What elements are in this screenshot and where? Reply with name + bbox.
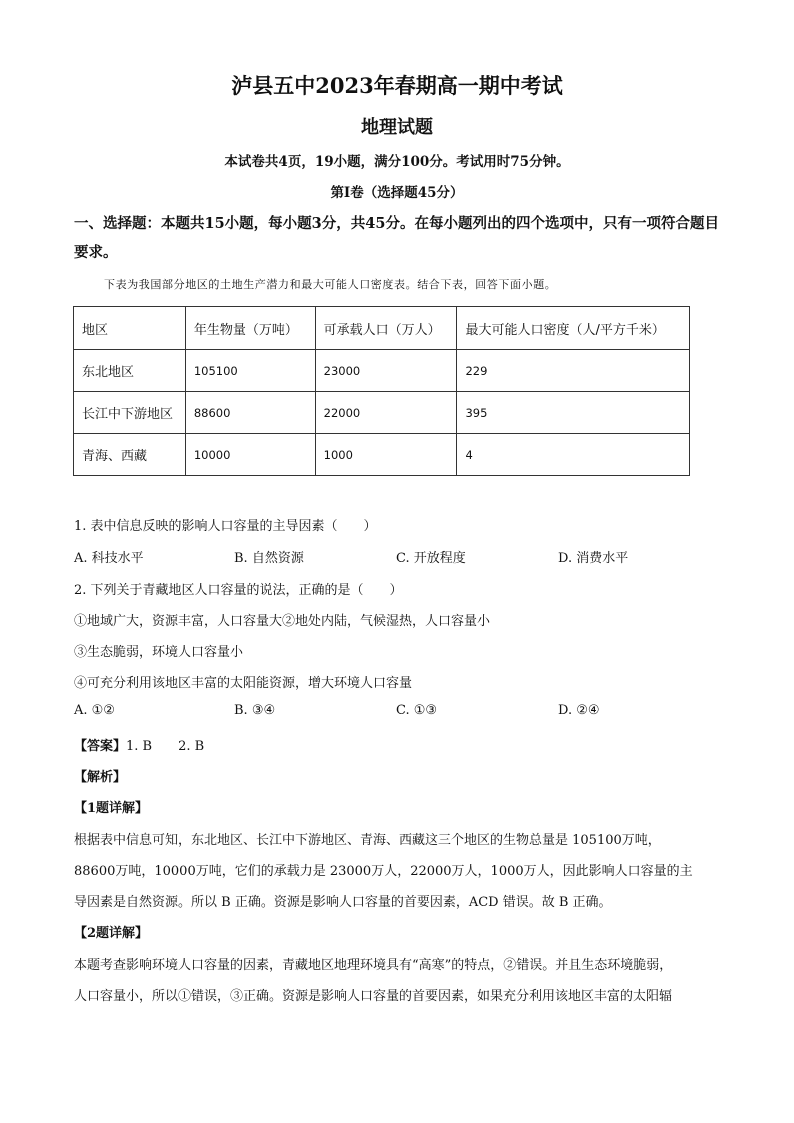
detail-2-label: 【2题详解】 xyxy=(74,926,149,941)
detail-1-line: 88600万吨，10000万吨，它们的承载力是 23000万人，22000万人，1000万人，因此影响人口容量的主 xyxy=(74,864,693,879)
answer-label: 【答案】 xyxy=(74,739,127,754)
table-header-cell: 年生物量（万吨） xyxy=(185,307,315,350)
table-row xyxy=(74,392,690,434)
q2-option-a[interactable]: A. ①② xyxy=(74,703,115,718)
data-table xyxy=(73,306,690,476)
detail-1-line: 导因素是自然资源。所以 B 正确。资源是影响人口容量的首要因素，ACD 错误。故 B 正确。 xyxy=(74,895,612,910)
detail-2-line: 人口容量小，所以①错误，③正确。资源是影响人口容量的首要因素，如果充分利用该地区丰富的太阳辐 xyxy=(74,989,673,1004)
table-cell: 东北地区 xyxy=(74,350,186,392)
answer-text: 1. B 2. B xyxy=(126,739,205,754)
table-cell: 青海、西藏 xyxy=(74,434,186,476)
table-cell: 105100 xyxy=(185,350,315,392)
table-header-cell: 最大可能人口密度（人/平方千米） xyxy=(457,307,690,350)
table-cell: 1000 xyxy=(315,434,457,476)
table-cell: 22000 xyxy=(315,392,457,434)
section-heading: 一、选择题：本题共15小题，每小题3分，共45分。在每小题列出的四个选项中，只有一项符合题目要求。 xyxy=(74,215,719,261)
table-cell: 长江中下游地区 xyxy=(74,392,186,434)
table-cell: 88600 xyxy=(185,392,315,434)
exam-info: 本试卷共4页，19小题，满分100分。考试用时75分钟。 xyxy=(224,154,570,170)
q1-option-c[interactable]: C. 开放程度 xyxy=(396,551,466,566)
q1-option-d[interactable]: D. 消费水平 xyxy=(558,551,629,566)
detail-1-label: 【1题详解】 xyxy=(74,801,149,816)
q2-statement: ③生态脆弱，环境人口容量小 xyxy=(74,645,244,660)
table-row xyxy=(74,350,690,392)
table-header-cell: 可承载人口（万人） xyxy=(315,307,457,350)
table-intro: 下表为我国部分地区的土地生产潜力和最大可能人口密度表。结合下表，回答下面小题。 xyxy=(104,278,557,291)
table-cell: 395 xyxy=(457,392,690,434)
question-2-stem: 2. 下列关于青藏地区人口容量的说法，正确的是（ ） xyxy=(74,583,403,598)
table-cell: 23000 xyxy=(315,350,457,392)
q2-statement: ①地域广大，资源丰富，人口容量大②地处内陆，气候湿热，人口容量小 xyxy=(74,614,491,629)
table-cell: 229 xyxy=(457,350,690,392)
table-cell: 10000 xyxy=(185,434,315,476)
table-row xyxy=(74,434,690,476)
answer-line xyxy=(74,735,204,754)
analysis-label: 【解析】 xyxy=(74,770,127,785)
q2-option-b[interactable]: B. ③④ xyxy=(234,703,276,718)
exam-title: 泸县五中2023年春期高一期中考试 xyxy=(231,73,563,98)
q1-option-b[interactable]: B. 自然资源 xyxy=(234,551,304,566)
q2-option-c[interactable]: C. ①③ xyxy=(396,703,438,718)
table-cell: 4 xyxy=(457,434,690,476)
q2-option-d[interactable]: D. ②④ xyxy=(558,703,600,718)
table-header-cell: 地区 xyxy=(74,307,186,350)
question-1-stem: 1. 表中信息反映的影响人口容量的主导因素（ ） xyxy=(74,519,377,534)
q1-option-a[interactable]: A. 科技水平 xyxy=(74,551,144,566)
table-header-row xyxy=(74,307,690,350)
q2-statement: ④可充分利用该地区丰富的太阳能资源，增大环境人口容量 xyxy=(74,676,413,691)
subject-title: 地理试题 xyxy=(361,117,433,138)
detail-2-line: 本题考查影响环境人口容量的因素，青藏地区地理环境具有“高寒”的特点，②错误。并且生态环境脆弱， xyxy=(74,958,673,973)
part-heading: 第I卷（选择题45分） xyxy=(330,185,464,201)
detail-1-line: 根据表中信息可知，东北地区、长江中下游地区、青海、西藏这三个地区的生物总量是 105100万吨， xyxy=(74,833,661,848)
